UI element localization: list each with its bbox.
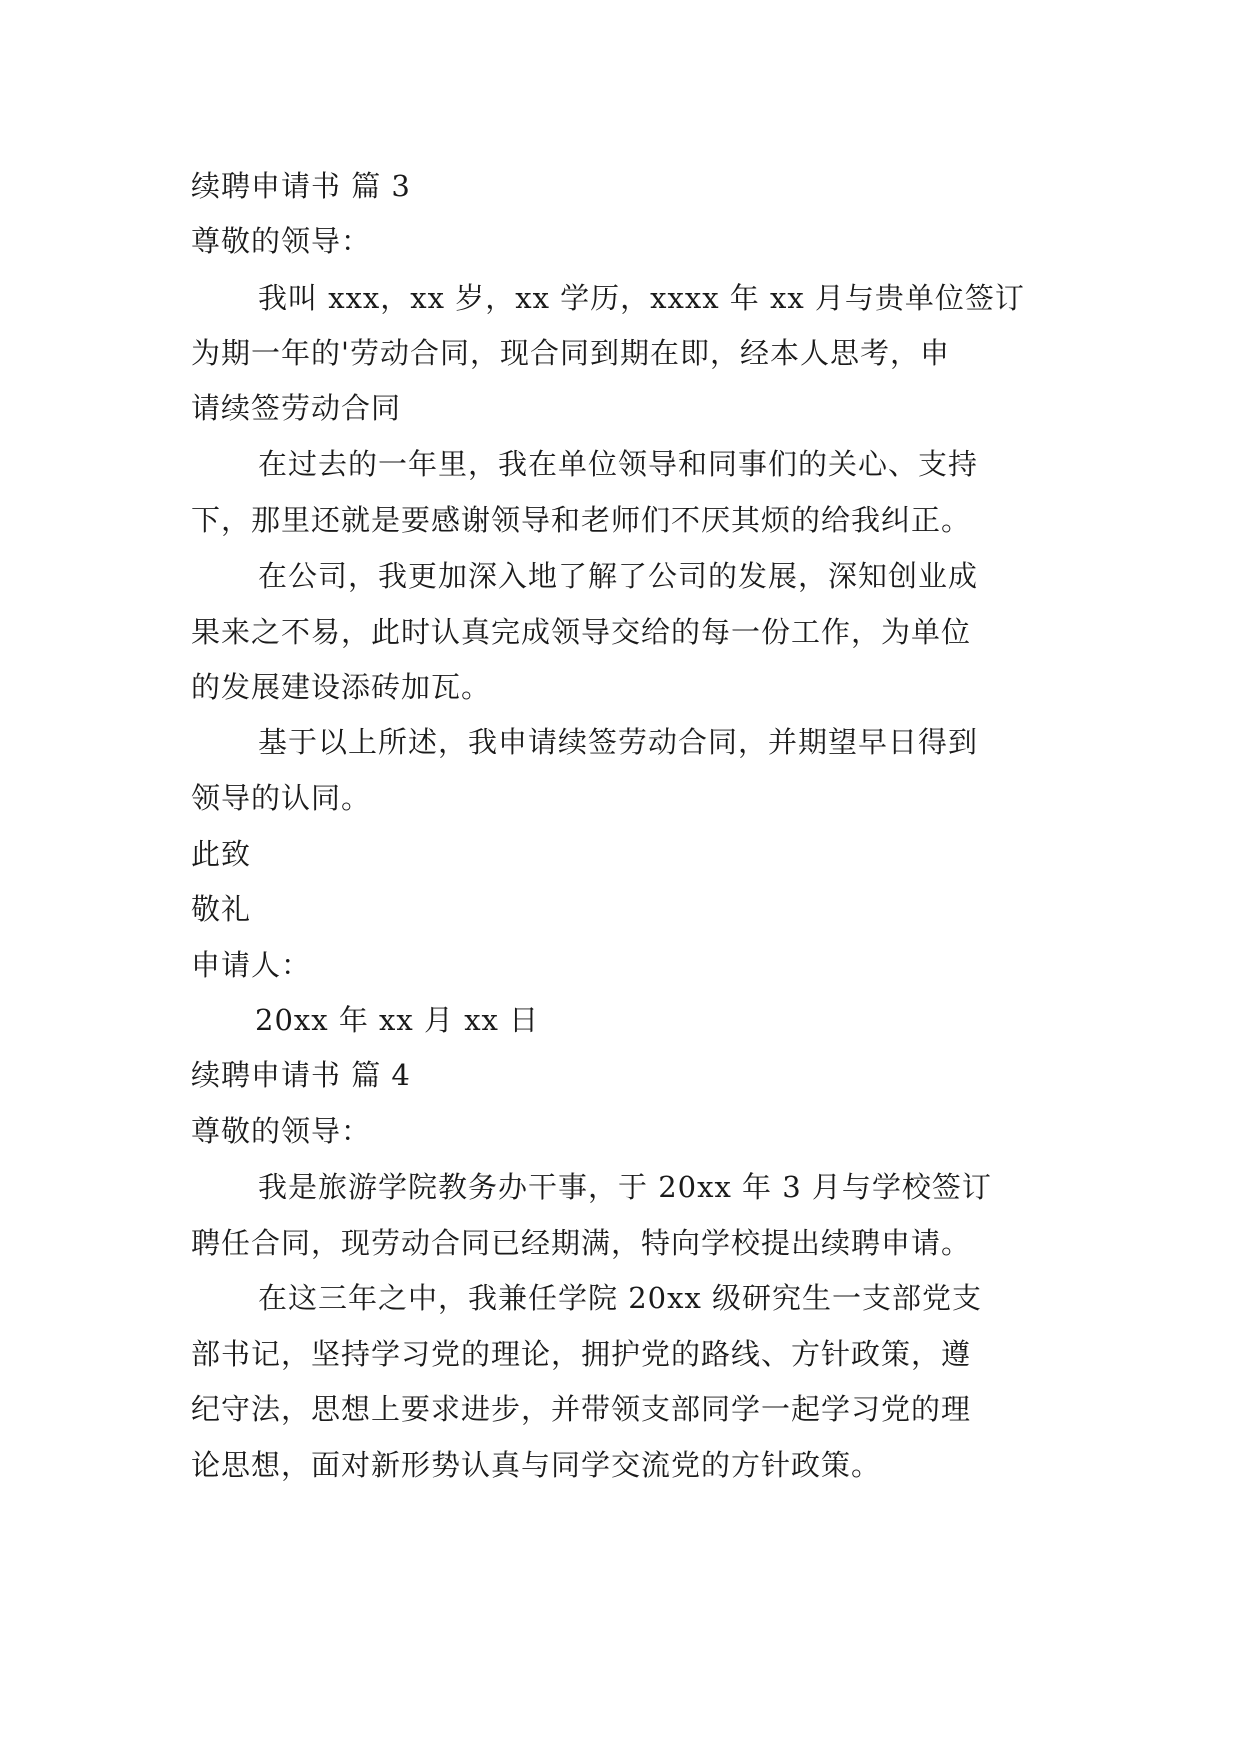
section-3-paragraph-1-line-3: 请续签劳动合同 xyxy=(191,391,402,425)
section-3-paragraph-3-line-3: 的发展建设添砖加瓦。 xyxy=(191,670,492,704)
section-3-paragraph-1-line-1: 我叫 xxx，xx 岁，xx 学历，xxxx 年 xx 月与贵单位签订 xyxy=(258,281,1025,315)
application-date: 20xx 年 xx 月 xx 日 xyxy=(255,1003,540,1037)
section-3-paragraph-1-line-2: 为期一年的'劳动合同，现合同到期在即，经本人思考，申 xyxy=(191,336,950,370)
section-4-paragraph-2-line-3: 纪守法，思想上要求进步，并带领支部同学一起学习党的理 xyxy=(191,1392,972,1426)
section-4-paragraph-2-line-1: 在这三年之中，我兼任学院 20xx 级研究生一支部党支 xyxy=(258,1281,983,1315)
section-3-title: 续聘申请书 篇 3 xyxy=(191,169,411,203)
section-4-paragraph-2-line-4: 论思想，面对新形势认真与同学交流党的方针政策。 xyxy=(191,1448,882,1482)
section-4-salutation: 尊敬的领导： xyxy=(191,1114,372,1148)
closing-line-1: 此致 xyxy=(191,837,252,871)
applicant-label: 申请人： xyxy=(191,948,312,982)
section-3-paragraph-4-line-1: 基于以上所述，我申请续签劳动合同，并期望早日得到 xyxy=(258,725,979,759)
section-4-paragraph-2-line-2: 部书记，坚持学习党的理论，拥护党的路线、方针政策，遵 xyxy=(191,1337,972,1371)
closing-line-2: 敬礼 xyxy=(191,892,252,926)
section-4-title: 续聘申请书 篇 4 xyxy=(191,1058,411,1092)
section-3-paragraph-3-line-1: 在公司，我更加深入地了解了公司的发展，深知创业成 xyxy=(258,559,979,593)
section-3-paragraph-3-line-2: 果来之不易，此时认真完成领导交给的每一份工作，为单位 xyxy=(191,615,972,649)
section-3-paragraph-2-line-1: 在过去的一年里，我在单位领导和同事们的关心、支持 xyxy=(258,447,979,481)
section-4-paragraph-1-line-1: 我是旅游学院教务办干事，于 20xx 年 3 月与学校签订 xyxy=(258,1170,992,1204)
section-4-paragraph-1-line-2: 聘任合同，现劳动合同已经期满，特向学校提出续聘申请。 xyxy=(191,1226,972,1260)
section-3-paragraph-2-line-2: 下，那里还就是要感谢领导和老师们不厌其烦的给我纠正。 xyxy=(191,503,972,537)
section-3-salutation: 尊敬的领导： xyxy=(191,224,372,258)
section-3-paragraph-4-line-2: 领导的认同。 xyxy=(191,781,372,815)
